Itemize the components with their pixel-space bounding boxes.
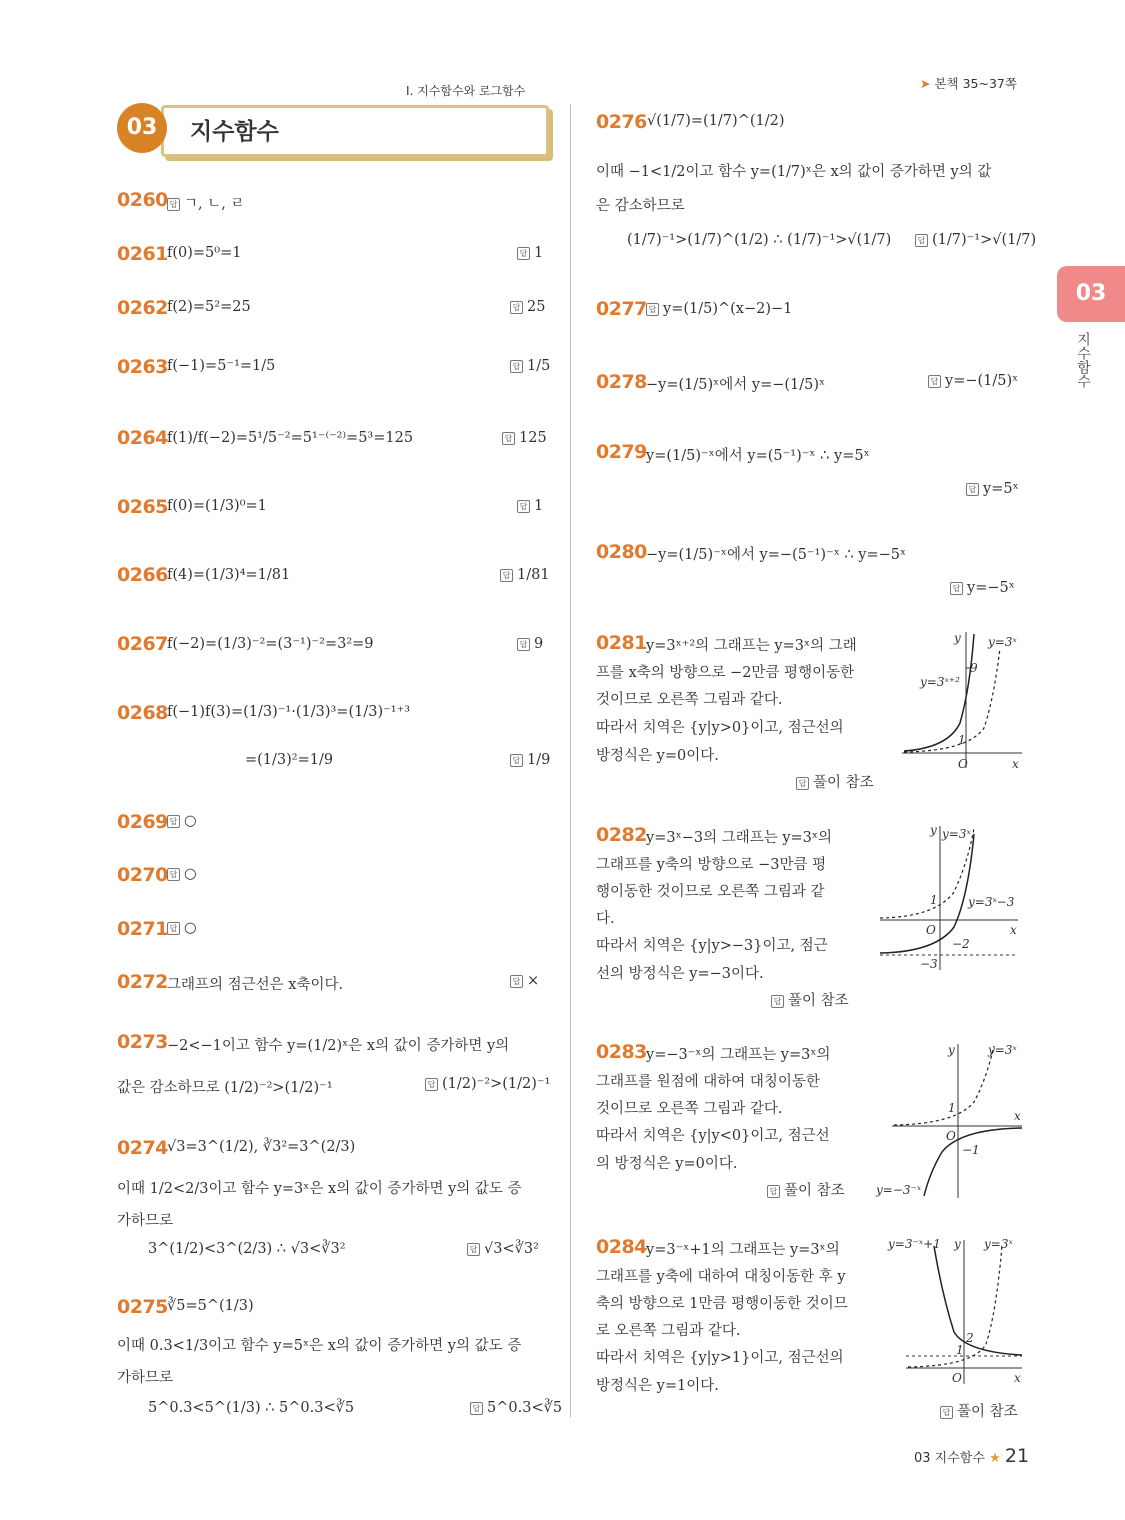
solution-line: 로 오른쪽 그림과 같다. (596, 1323, 741, 1339)
problem-answer: 답 125 (502, 430, 547, 446)
solution-line: 방정식은 y=0이다. (596, 748, 719, 764)
problem-solution: y=(1/5)⁻ˣ에서 y=(5⁻¹)⁻ˣ ∴ y=5ˣ (646, 448, 870, 464)
solution-line: 따라서 치역은 {y|y<0}이고, 점근선 (596, 1128, 830, 1144)
problem-number: 0282 (596, 824, 647, 846)
problem-number: 0270 (117, 864, 168, 886)
solution-line: 축의 방향으로 1만큼 평행이동한 것이므 (596, 1296, 848, 1312)
problem-number: 0271 (117, 918, 168, 940)
solution-line: 그래프를 y축에 대하여 대칭이동한 후 y (596, 1269, 846, 1285)
problem-number: 0281 (596, 632, 647, 654)
problem-solution: √(1/7)=(1/7)^(1/2) (647, 113, 785, 129)
solution-line: 방정식은 y=1이다. (596, 1378, 719, 1394)
x-axis-label: x (1014, 1109, 1021, 1123)
problem-number: 0280 (596, 541, 647, 563)
graph-0284 (884, 1234, 1026, 1386)
problem-solution: −2<−1이고 함수 y=(1/2)ˣ은 x의 값이 증가하면 y의 (167, 1038, 510, 1054)
curve-label: y=3ˣ (942, 827, 971, 841)
problem-solution: f(0)=(1/3)⁰=1 (167, 498, 267, 514)
y-axis-label: y (948, 1043, 955, 1057)
problem-answer: 답 1 (517, 498, 543, 514)
problem-solution-line3: 은 감소하므로 (596, 198, 685, 214)
problem-number: 0268 (117, 702, 168, 724)
problem-number: 0284 (596, 1236, 647, 1258)
problem-answer-text: 답 ○ (167, 920, 197, 936)
problem-answer: 답 5^0.3<∛5 (470, 1400, 562, 1416)
solution-line: y=3ˣ⁺²의 그래프는 y=3ˣ의 그래 (646, 638, 857, 654)
problem-solution-line4: 5^0.3<5^(1/3) ∴ 5^0.3<∛5 (148, 1400, 355, 1416)
footer-label: 03 지수함수 (914, 1451, 985, 1466)
solution-line: 따라서 치역은 {y|y>0}이고, 점근선의 (596, 720, 844, 736)
problem-number: 0266 (117, 564, 168, 586)
column-divider (570, 104, 571, 1417)
problem-answer-text: 답 ㄱ, ㄴ, ㄹ (167, 192, 244, 213)
problem-solution: −y=(1/5)⁻ˣ에서 y=−(5⁻¹)⁻ˣ ∴ y=−5ˣ (646, 547, 907, 563)
problem-answer-text: 답 ○ (167, 813, 197, 829)
solution-line: 것이므로 오른쪽 그림과 같다. (596, 1101, 783, 1117)
footer (914, 1445, 1029, 1467)
tick-label: −3 (920, 957, 938, 971)
problem-number: 0272 (117, 971, 168, 993)
problem-solution: f(0)=5⁰=1 (167, 245, 242, 261)
problem-answer: 답 1/9 (510, 752, 550, 768)
tick-label: 9 (970, 661, 978, 675)
solution-line: 다. (596, 911, 615, 927)
problem-answer: 답 풀이 참조 (796, 771, 874, 792)
problem-number: 0277 (596, 298, 647, 320)
solution-line: y=3⁻ˣ+1의 그래프는 y=3ˣ의 (646, 1242, 840, 1258)
problem-solution: f(1)/f(−2)=5¹/5⁻²=5¹⁻⁽⁻²⁾=5³=125 (167, 430, 414, 446)
problem-answer: 답 풀이 참조 (940, 1400, 1018, 1421)
problem-answer: 답 1/81 (500, 567, 550, 583)
problem-answer: 답 (1/2)⁻²>(1/2)⁻¹ (425, 1076, 550, 1092)
problem-number: 0269 (117, 811, 168, 833)
problem-solution: −y=(1/5)ˣ에서 y=−(1/5)ˣ (646, 377, 826, 393)
problem-number: 0264 (117, 427, 168, 449)
problem-answer: 답 풀이 참조 (767, 1179, 845, 1200)
problem-answer: 답 × (510, 973, 539, 989)
arrow-icon: ➤ (920, 76, 931, 91)
tick-label: 1 (948, 1101, 956, 1115)
problem-number: 0279 (596, 441, 647, 463)
problem-answer-text: 답 ○ (167, 866, 197, 882)
problem-number: 0274 (117, 1137, 168, 1159)
x-axis-label: x (1010, 923, 1017, 937)
problem-solution: √3=3^(1/2), ∛3²=3^(2/3) (167, 1139, 356, 1155)
curve-label: y=3ˣ (988, 635, 1017, 649)
problem-solution-line3: 가하므로 (117, 1213, 174, 1229)
problem-answer: 답 풀이 참조 (771, 989, 849, 1010)
problem-answer: 답 1/5 (510, 358, 550, 374)
graph-0281 (898, 628, 1028, 774)
problem-answer: 답 √3<∛3² (467, 1241, 539, 1257)
problem-solution-line2: 값은 감소하므로 (1/2)⁻²>(1/2)⁻¹ (117, 1080, 333, 1096)
problem-answer: 답 (1/7)⁻¹>√(1/7) (915, 232, 1036, 248)
problem-number: 0262 (117, 297, 168, 319)
problem-solution: f(4)=(1/3)⁴=1/81 (167, 567, 291, 583)
problem-number: 0265 (117, 496, 168, 518)
solution-line: 따라서 치역은 {y|y>−3}이고, 점근 (596, 938, 828, 954)
solution-line: 프를 x축의 방향으로 −2만큼 평행이동한 (596, 665, 855, 681)
tick-label: −1 (962, 1143, 980, 1157)
side-tab-number[interactable]: 03 (1057, 266, 1125, 322)
x-axis-label: x (1012, 757, 1019, 771)
origin-label: O (946, 1129, 956, 1143)
problem-answer-text: 답 y=(1/5)^(x−2)−1 (646, 301, 792, 317)
solution-line: y=3ˣ−3의 그래프는 y=3ˣ의 (646, 830, 833, 846)
tick-label: 2 (966, 1331, 974, 1345)
solution-line: y=−3⁻ˣ의 그래프는 y=3ˣ의 (646, 1047, 831, 1063)
tick-label: −2 (952, 937, 970, 951)
page-number: 21 (1004, 1445, 1030, 1467)
problem-solution: f(−1)=5⁻¹=1/5 (167, 358, 276, 374)
origin-label: O (926, 923, 936, 937)
problem-number: 0267 (117, 633, 168, 655)
problem-number: 0278 (596, 371, 647, 393)
problem-solution-line2: 이때 0.3<1/3이고 함수 y=5ˣ은 x의 값이 증가하면 y의 값도 증 (117, 1338, 522, 1354)
side-tab-label: 지수함수 (1075, 332, 1091, 388)
section-banner (117, 103, 545, 155)
origin-label: O (952, 1371, 962, 1385)
problem-answer: 답 9 (517, 636, 543, 652)
y-axis-label: y (954, 631, 961, 645)
tick-label: 1 (958, 733, 966, 747)
problem-number: 0273 (117, 1031, 168, 1053)
problem-solution-line2: =(1/3)²=1/9 (245, 752, 334, 768)
section-number: 03 (117, 103, 167, 153)
problem-solution: 그래프의 점근선은 x축이다. (167, 977, 344, 993)
problem-number: 0261 (117, 243, 168, 265)
solution-line: 선의 방정식은 y=−3이다. (596, 966, 764, 982)
problem-answer: 답 y=−(1/5)ˣ (928, 373, 1018, 389)
section-title: 지수함수 (190, 119, 279, 145)
x-axis-label: x (1014, 1371, 1021, 1385)
tick-label: 1 (956, 1343, 964, 1357)
solution-line: 그래프를 y축의 방향으로 −3만큼 평 (596, 857, 827, 873)
origin-label: O (958, 757, 968, 771)
curve-label: y=3ˣ−3 (968, 895, 1015, 909)
curve-label: y=3ˣ⁺² (920, 675, 960, 689)
problem-solution-line4: 3^(1/2)<3^(2/3) ∴ √3<∛3² (148, 1241, 346, 1257)
solution-line: 행이동한 것이므로 오른쪽 그림과 같 (596, 884, 825, 900)
solution-line: 의 방정식은 y=0이다. (596, 1156, 738, 1172)
page-reference: ➤ 본책 35~37쪽 (920, 76, 1017, 91)
solution-line: 그래프를 원점에 대하여 대칭이동한 (596, 1074, 820, 1090)
star-icon: ★ (989, 1451, 1001, 1466)
problem-number: 0283 (596, 1041, 647, 1063)
problem-number: 0276 (596, 111, 647, 133)
curve-label: y=3ˣ (984, 1237, 1013, 1251)
problem-answer: 답 25 (510, 299, 545, 315)
problem-solution: f(−2)=(1/3)⁻²=(3⁻¹)⁻²=3²=9 (167, 636, 374, 652)
problem-solution: f(2)=5²=25 (167, 299, 251, 315)
problem-number: 0263 (117, 356, 168, 378)
y-axis-label: y (930, 823, 937, 837)
problem-solution: ∛5=5^(1/3) (167, 1298, 254, 1314)
graph-0282 (876, 822, 1026, 972)
problem-answer: 답 y=5ˣ (966, 481, 1019, 497)
problem-number: 0260 (117, 189, 168, 211)
curve-label: y=3⁻ˣ+1 (888, 1237, 941, 1251)
problem-solution-line4: (1/7)⁻¹>(1/7)^(1/2) ∴ (1/7)⁻¹>√(1/7) (627, 232, 892, 248)
graph-0283 (876, 1040, 1026, 1200)
y-axis-label: y (954, 1237, 961, 1251)
tick-label: 1 (930, 893, 938, 907)
problem-solution-line2: 이때 1/2<2/3이고 함수 y=3ˣ은 x의 값이 증가하면 y의 값도 증 (117, 1181, 522, 1197)
problem-solution: f(−1)f(3)=(1/3)⁻¹·(1/3)³=(1/3)⁻¹⁺³ (167, 704, 411, 720)
solution-line: 것이므로 오른쪽 그림과 같다. (596, 692, 783, 708)
problem-number: 0275 (117, 1296, 168, 1318)
problem-answer: 답 1 (517, 245, 543, 261)
chapter-header: Ⅰ. 지수함수와 로그함수 (406, 84, 526, 98)
curve-label: y=−3⁻ˣ (876, 1183, 922, 1197)
curve-label: y=3ˣ (988, 1043, 1017, 1057)
problem-solution-line3: 가하므로 (117, 1370, 174, 1386)
problem-answer: 답 y=−5ˣ (950, 580, 1015, 596)
solution-line: 따라서 치역은 {y|y>1}이고, 점근선의 (596, 1350, 844, 1366)
problem-solution-line2: 이때 −1<1/2이고 함수 y=(1/7)ˣ은 x의 값이 증가하면 y의 값 (596, 164, 992, 180)
